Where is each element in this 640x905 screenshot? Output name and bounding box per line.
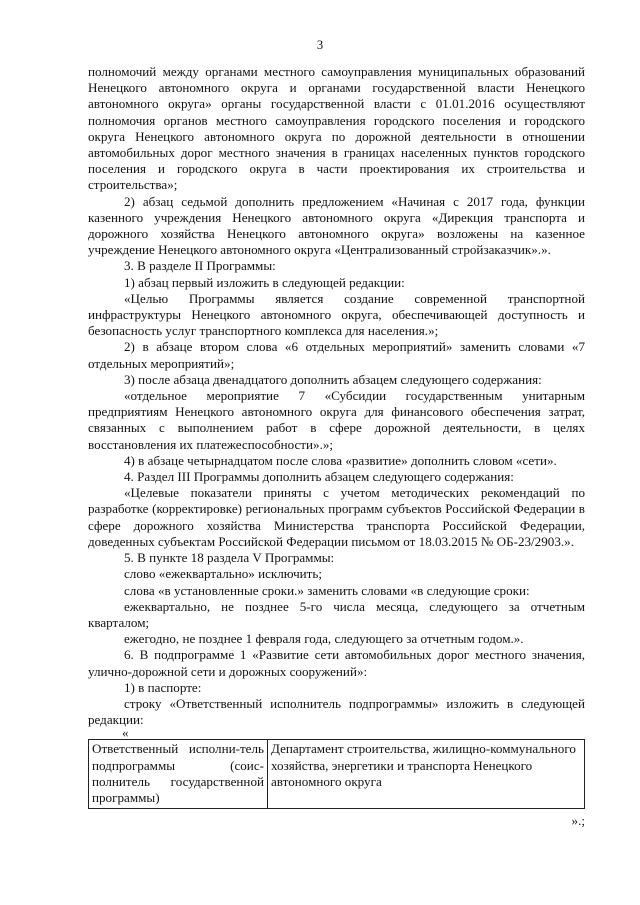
- paragraph: «Целевые показатели приняты с учетом методических рекомендаций по разработке (корректировке) региональных программ субъектов Российской Федерации в сфере дорожного хозяйства Министерства транспорта Российской Федерации, доведенных субъектам Российской Федерации письмом от 18.03.2015 № ОБ-23/2903.».: [88, 485, 585, 549]
- table-row: [89, 740, 585, 809]
- paragraph: слова «в установленные сроки.» заменить словами «в следующие сроки:: [124, 582, 530, 598]
- paragraph: слово «ежеквартально» исключить;: [124, 566, 323, 582]
- paragraph: ежегодно, не позднее 1 февраля года, следующего за отчетным годом.».: [124, 631, 524, 647]
- paragraph: «отдельное мероприятие 7 «Субсидии государственным унитарным предприятиям Ненецкого автономного округа для финансового обеспечения затрат, связанных с выполнением работ в сфере дорожной деятельности, в целях восстановления их платежеспособности».»;: [88, 388, 585, 452]
- paragraph: 6. В подпрограмме 1 «Развитие сети автомобильных дорог местного значения, улично-дорожной сети и дорожных сооружений»:: [88, 647, 585, 679]
- table-cell-responsible-label: Ответственный исполни-тель подпрограммы (соис-полнитель государственной программы): [89, 740, 268, 809]
- document-body: [88, 64, 585, 829]
- paragraph: 3. В разделе II Программы:: [124, 258, 276, 274]
- paragraph: 1) абзац первый изложить в следующей редакции:: [124, 274, 405, 290]
- paragraph: «Целью Программы является создание современной транспортной инфраструктуры Ненецкого автономного округа, обеспечивающей доступность и безопасность услуг транспортного комплекса для населения.»;: [88, 290, 585, 339]
- paragraph: 2) в абзаце втором слова «6 отдельных мероприятий» заменить словами «7 отдельных мероприятий»;: [88, 339, 585, 371]
- opening-quote: «: [122, 725, 129, 741]
- paragraph: 4) в абзаце четырнадцатом после слова «развитие» дополнить словом «сети».: [124, 452, 557, 468]
- closing-quote: ».;: [571, 813, 585, 829]
- table-cell-responsible-value: Департамент строительства, жилищно-коммунального хозяйства, энергетики и транспорта Ненецкого автономного округа: [268, 740, 585, 809]
- page-number: 3: [316, 38, 324, 52]
- paragraph: ежеквартально, не позднее 5-го числа месяца, следующего за отчетным кварталом;: [88, 598, 585, 630]
- paragraph: полномочий между органами местного самоуправления муниципальных образований Ненецкого автономного округа и органами государственной власти Ненецкого автономного округа» органы государственной власти с 01.01.2016 осуществляют полномочия органов местного самоуправления городского поселения и городского округа Ненецкого автономного округа по дорожной деятельности в отношении автомобильных дорог местного значения в границах населенных пунктов городского поселения и городского округа в части проектирования их строительства и строительства»;: [88, 64, 585, 193]
- paragraph: 3) после абзаца двенадцатого дополнить абзацем следующего содержания:: [124, 371, 542, 387]
- paragraph: 4. Раздел III Программы дополнить абзацем следующего содержания:: [124, 469, 514, 485]
- passport-table: [88, 739, 585, 809]
- paragraph: 1) в паспорте:: [124, 679, 202, 695]
- paragraph: 5. В пункте 18 раздела V Программы:: [124, 550, 335, 566]
- paragraph: строку «Ответственный исполнитель подпрограммы» изложить в следующей редакции:: [88, 695, 585, 728]
- paragraph: 2) абзац седьмой дополнить предложением «Начиная с 2017 года, функции казенного учреждения Ненецкого автономного округа «Дирекция транспорта и дорожного хозяйства Ненецкого автономного округа» возложены на казенное учреждение Ненецкого автономного округа «Централизованный стройзаказчик».».: [88, 193, 585, 258]
